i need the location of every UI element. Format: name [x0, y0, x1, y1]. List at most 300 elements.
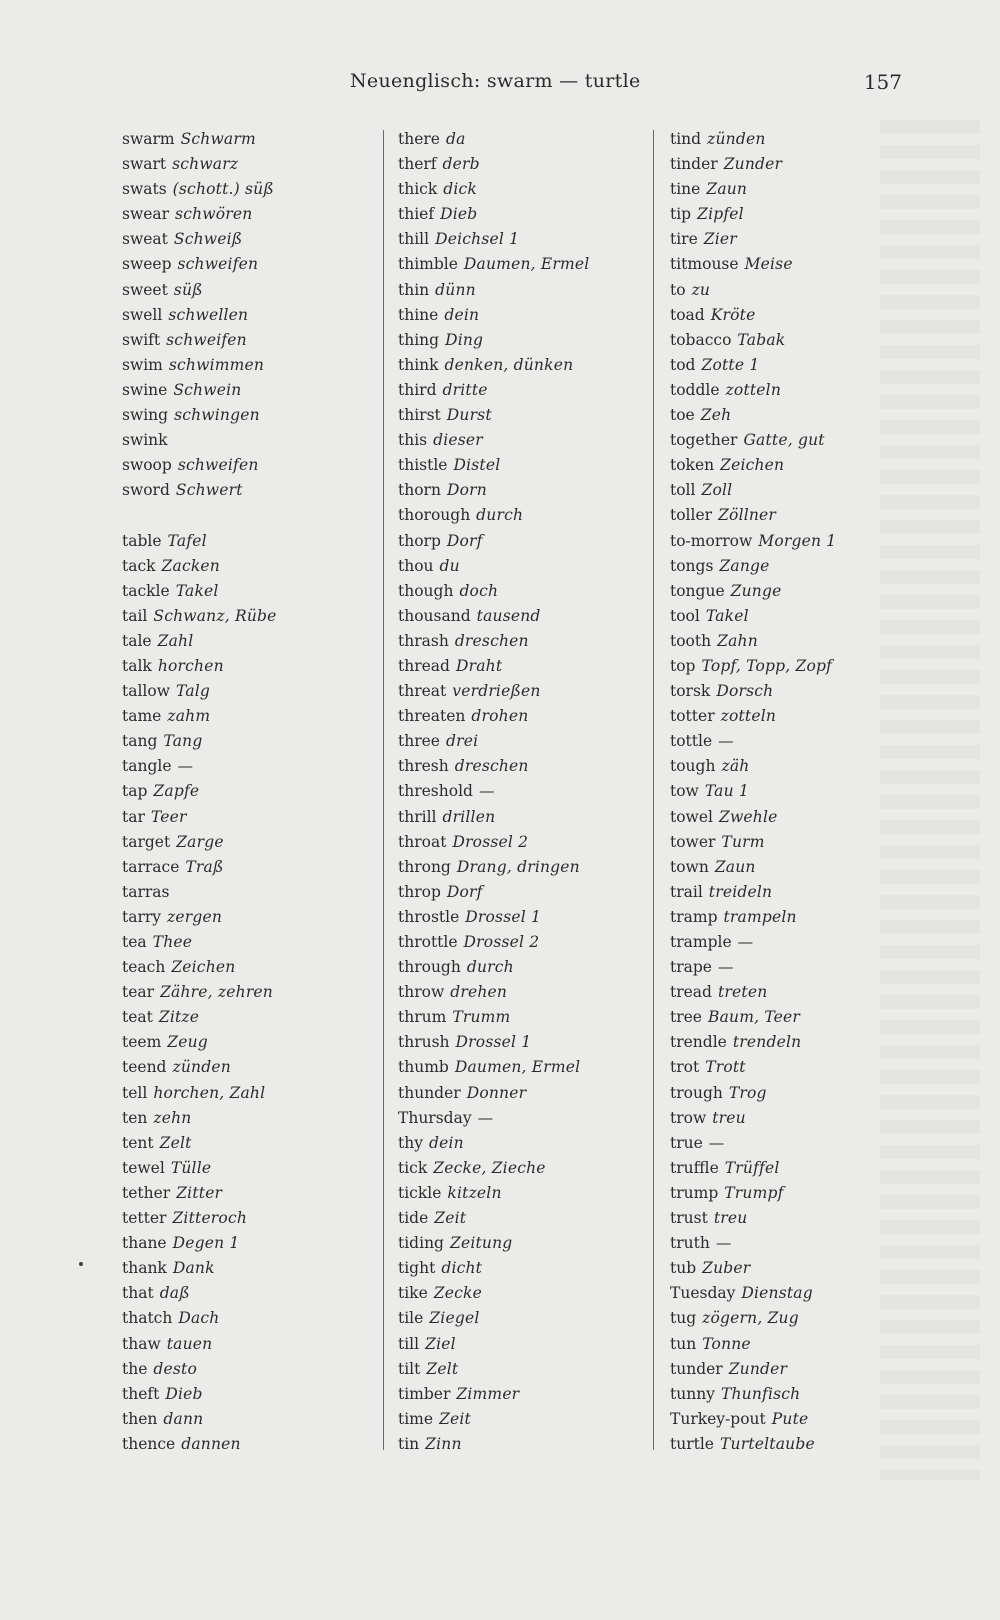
german-gloss: Zöllner — [718, 506, 777, 525]
headword: tilt — [398, 1359, 421, 1378]
headword: tell — [122, 1083, 148, 1102]
german-gloss: Draht — [455, 656, 503, 675]
dictionary-entry — [398, 227, 589, 252]
dictionary-entry — [398, 202, 589, 227]
german-gloss: — — [737, 933, 754, 951]
headword: thrush — [398, 1033, 450, 1052]
headword: tide — [398, 1209, 429, 1228]
dictionary-entry — [122, 579, 277, 604]
headword: thaw — [122, 1334, 161, 1353]
headword: toller — [670, 506, 713, 525]
dictionary-entry — [122, 278, 277, 303]
german-gloss: Trog — [728, 1083, 767, 1102]
dictionary-entry — [398, 554, 589, 579]
headword: teach — [122, 958, 166, 977]
headword: toddle — [670, 380, 720, 399]
dictionary-entry — [670, 1281, 836, 1306]
headword: throat — [398, 832, 447, 851]
headword: trample — [670, 933, 732, 951]
dictionary-entry — [122, 127, 277, 152]
german-gloss: Zarge — [176, 832, 224, 851]
headword: swing — [122, 406, 169, 425]
dictionary-entry — [122, 779, 277, 804]
dictionary-entry — [398, 779, 589, 804]
german-gloss: Drang, dringen — [456, 857, 580, 876]
german-gloss: Tafel — [167, 531, 207, 550]
german-gloss: Daumen, Ermel — [454, 1058, 581, 1077]
german-gloss: drohen — [471, 707, 529, 726]
german-gloss: da — [445, 130, 466, 148]
dictionary-entry — [398, 1181, 589, 1206]
headword: that — [122, 1284, 154, 1303]
headword: tough — [670, 757, 716, 776]
german-gloss: Turteltaube — [719, 1434, 815, 1453]
german-gloss: Zeichen — [720, 456, 785, 475]
german-gloss: schwimmen — [168, 355, 265, 374]
dictionary-entry — [670, 1382, 836, 1407]
headword: tiding — [398, 1234, 444, 1253]
german-gloss: tauen — [166, 1334, 213, 1353]
headword: theft — [122, 1384, 160, 1403]
german-gloss: Gatte, gut — [743, 431, 825, 450]
dictionary-entry — [122, 353, 277, 378]
headword: tap — [122, 782, 148, 801]
headword: threaten — [398, 707, 466, 726]
dictionary-entry — [398, 1106, 589, 1131]
headword: tewel — [122, 1158, 165, 1177]
headword: tin — [398, 1434, 420, 1453]
headword: tight — [398, 1259, 436, 1278]
headword: through — [398, 958, 461, 977]
headword: tow — [670, 782, 699, 801]
dictionary-entry — [670, 1181, 836, 1206]
dictionary-entry — [398, 855, 589, 880]
german-gloss: horchen, Zahl — [153, 1083, 266, 1102]
headword: torsk — [670, 682, 711, 701]
headword: tip — [670, 205, 692, 224]
german-gloss: Ding — [445, 330, 484, 349]
headword: tarras — [122, 882, 170, 901]
headword: tongs — [670, 556, 714, 575]
headword: thunder — [398, 1083, 461, 1102]
german-gloss: denken, dünken — [444, 355, 574, 374]
german-gloss: durch — [476, 506, 524, 525]
german-gloss: daß — [159, 1284, 190, 1303]
headword: teat — [122, 1008, 153, 1027]
german-gloss: Zacken — [161, 556, 220, 575]
german-gloss: Talg — [175, 682, 211, 701]
dictionary-entry — [398, 428, 589, 453]
german-gloss: Schwanz, Rübe — [153, 606, 277, 625]
headword: tent — [122, 1133, 154, 1152]
german-gloss: dein — [428, 1133, 464, 1152]
dictionary-entry — [670, 830, 836, 855]
dictionary-entry — [670, 779, 836, 804]
dictionary-entry — [122, 1256, 277, 1281]
ink-dot — [79, 1262, 83, 1266]
dictionary-entry — [670, 629, 836, 654]
headword: thill — [398, 230, 430, 249]
dictionary-entry — [670, 1156, 836, 1181]
headword: threat — [398, 682, 447, 701]
german-gloss: Zinn — [425, 1434, 462, 1453]
headword: throp — [398, 882, 441, 901]
dictionary-entry — [122, 1081, 277, 1106]
dictionary-entry — [670, 478, 836, 503]
dictionary-entry — [122, 1407, 277, 1432]
german-gloss: Thee — [152, 933, 193, 951]
german-gloss: Dieb — [165, 1384, 203, 1403]
headword: thresh — [398, 757, 449, 776]
headword: timber — [398, 1384, 451, 1403]
german-gloss: Zeitung — [449, 1234, 513, 1253]
headword: tarrace — [122, 857, 180, 876]
german-gloss: tausend — [476, 606, 541, 625]
german-gloss: dritte — [442, 380, 488, 399]
dictionary-entry — [670, 679, 836, 704]
dictionary-entry — [398, 1332, 589, 1357]
dictionary-entry — [398, 1131, 589, 1156]
headword: tramp — [670, 907, 718, 926]
german-gloss: Baum, Teer — [707, 1008, 801, 1027]
dictionary-entry — [122, 529, 277, 554]
german-gloss: schweifen — [177, 456, 259, 475]
headword: swart — [122, 155, 167, 174]
headword: three — [398, 732, 440, 751]
german-gloss: Distel — [453, 456, 501, 475]
german-gloss: — — [708, 1133, 725, 1152]
german-gloss: doch — [459, 581, 499, 600]
headword: tale — [122, 631, 152, 650]
headword: together — [670, 431, 738, 450]
headword: turtle — [670, 1434, 714, 1453]
headword: tub — [670, 1259, 697, 1278]
headword: teem — [122, 1033, 162, 1052]
german-gloss: Schwarm — [180, 130, 256, 148]
headword: tick — [398, 1158, 428, 1177]
dictionary-entry — [670, 177, 836, 202]
german-gloss: Schweiß — [173, 230, 243, 249]
dictionary-entry — [122, 1156, 277, 1181]
headword: tetter — [122, 1209, 167, 1228]
dictionary-entry — [122, 478, 277, 503]
dictionary-entry — [122, 830, 277, 855]
headword: thorn — [398, 481, 441, 500]
headword: trust — [670, 1209, 708, 1228]
german-gloss: Trüffel — [724, 1158, 780, 1177]
headword: thrill — [398, 807, 437, 826]
headword: swear — [122, 205, 170, 224]
dictionary-entry — [670, 930, 836, 955]
headword: tile — [398, 1309, 424, 1328]
dictionary-entry — [122, 654, 277, 679]
dictionary-entry — [122, 1432, 277, 1457]
german-gloss: Dorsch — [716, 682, 774, 701]
headword: tire — [670, 230, 698, 249]
dictionary-entry — [670, 1231, 836, 1256]
german-gloss: Schwert — [175, 481, 243, 500]
headword: totter — [670, 707, 715, 726]
dictionary-entry — [398, 955, 589, 980]
running-head: Neuenglisch: swarm — turtle — [350, 70, 641, 92]
dictionary-entry — [670, 353, 836, 378]
headword: target — [122, 832, 171, 851]
headword: tod — [670, 355, 696, 374]
german-gloss: Topf, Topp, Zopf — [701, 656, 833, 675]
german-gloss: Zuber — [702, 1259, 751, 1278]
dictionary-entry — [398, 754, 589, 779]
german-gloss: dünn — [435, 280, 476, 299]
german-gloss: Drossel 1 — [455, 1033, 532, 1052]
dictionary-entry — [398, 1081, 589, 1106]
dictionary-entry — [122, 1005, 277, 1030]
dictionary-entry — [122, 754, 277, 779]
german-gloss: — — [177, 757, 194, 776]
headword: tackle — [122, 581, 170, 600]
german-gloss: Zitze — [158, 1008, 200, 1027]
german-gloss: Pute — [771, 1409, 809, 1428]
headword: swift — [122, 330, 161, 349]
dictionary-entry — [398, 478, 589, 503]
dictionary-entry — [398, 805, 589, 830]
german-gloss: dieser — [433, 431, 483, 450]
headword: trendle — [670, 1033, 727, 1052]
german-gloss: schwellen — [168, 305, 249, 324]
dictionary-entry — [122, 227, 277, 252]
dictionary-entry — [122, 1306, 277, 1331]
german-gloss: Zecke, Zieche — [433, 1158, 546, 1177]
headword: third — [398, 380, 437, 399]
dictionary-entry — [122, 704, 277, 729]
dictionary-entry — [670, 328, 836, 353]
dictionary-entry — [670, 1206, 836, 1231]
headword: trough — [670, 1083, 723, 1102]
dictionary-entry — [122, 1206, 277, 1231]
entry-column-3 — [670, 127, 836, 1457]
dictionary-entry — [122, 1106, 277, 1131]
headword: tether — [122, 1183, 171, 1202]
headword: thin — [398, 280, 430, 299]
german-gloss: dreschen — [454, 757, 529, 776]
dictionary-entry — [122, 328, 277, 353]
headword: teend — [122, 1058, 167, 1077]
headword: thirst — [398, 406, 441, 425]
dictionary-entry — [398, 1407, 589, 1432]
german-gloss: Zaun — [706, 180, 748, 199]
german-gloss: Drossel 1 — [465, 907, 542, 926]
headword: tarry — [122, 907, 162, 926]
dictionary-entry — [670, 529, 836, 554]
headword: to — [670, 280, 686, 299]
dictionary-entry — [122, 955, 277, 980]
dictionary-entry — [398, 980, 589, 1005]
german-gloss: zünden — [707, 130, 766, 148]
headword: therf — [398, 155, 437, 174]
german-gloss: Trumm — [452, 1008, 511, 1027]
headword: thumb — [398, 1058, 449, 1077]
german-gloss: zu — [691, 280, 711, 299]
headword: thorough — [398, 506, 471, 525]
dictionary-entry — [398, 1357, 589, 1382]
german-gloss: — — [717, 958, 734, 977]
dictionary-entry — [122, 177, 277, 202]
german-gloss: schweifen — [166, 330, 247, 349]
headword: thine — [398, 305, 439, 324]
headword: thread — [398, 656, 450, 675]
headword: toll — [670, 481, 696, 500]
dictionary-entry — [670, 1005, 836, 1030]
headword: thence — [122, 1434, 176, 1453]
german-gloss: Zoll — [701, 481, 733, 500]
headword: thatch — [122, 1309, 173, 1328]
german-gloss: dick — [443, 180, 478, 199]
dictionary-entry — [670, 1131, 836, 1156]
dictionary-entry — [398, 604, 589, 629]
german-gloss: zehn — [153, 1108, 192, 1127]
german-gloss: Traß — [185, 857, 224, 876]
headword: truffle — [670, 1158, 719, 1177]
german-gloss: Meise — [744, 255, 793, 274]
headword: tame — [122, 707, 162, 726]
headword: throttle — [398, 933, 458, 951]
dictionary-entry — [670, 604, 836, 629]
german-gloss: schweifen — [177, 255, 259, 274]
headword: toe — [670, 406, 695, 425]
dictionary-entry — [398, 679, 589, 704]
dictionary-entry — [398, 905, 589, 930]
dictionary-entry — [122, 930, 277, 955]
dictionary-entry — [398, 1432, 589, 1457]
column-divider — [383, 130, 384, 1450]
headword: thy — [398, 1133, 423, 1152]
dictionary-entry — [670, 1030, 836, 1055]
german-gloss: Zeh — [700, 406, 732, 425]
german-gloss: drehen — [450, 983, 508, 1002]
dictionary-entry — [122, 252, 277, 277]
german-gloss: Dank — [172, 1259, 215, 1278]
dictionary-entry — [670, 654, 836, 679]
german-gloss: drillen — [442, 807, 496, 826]
headword: till — [398, 1334, 420, 1353]
german-gloss: Zier — [703, 230, 737, 249]
german-gloss: Teer — [150, 807, 187, 826]
dictionary-entry — [122, 303, 277, 328]
dictionary-entry — [670, 805, 836, 830]
headword: swine — [122, 380, 168, 399]
headword: tack — [122, 556, 156, 575]
german-gloss: Dorf — [446, 531, 483, 550]
headword: think — [398, 355, 439, 374]
headword: ten — [122, 1108, 148, 1127]
german-gloss: Zahn — [717, 631, 758, 650]
headword: there — [398, 130, 440, 148]
dictionary-entry — [670, 754, 836, 779]
dictionary-entry — [398, 704, 589, 729]
german-gloss: Tülle — [170, 1158, 212, 1177]
german-gloss: Zitteroch — [172, 1209, 248, 1228]
german-gloss: verdrießen — [452, 682, 541, 701]
german-gloss: Zipfel — [697, 205, 744, 224]
headword: time — [398, 1409, 434, 1428]
dictionary-entry — [670, 278, 836, 303]
dictionary-entry — [398, 1382, 589, 1407]
headword: sweep — [122, 255, 172, 274]
dictionary-entry — [398, 1206, 589, 1231]
german-gloss: Zelt — [426, 1359, 459, 1378]
headword: trow — [670, 1108, 707, 1127]
column-divider — [653, 130, 654, 1450]
dictionary-entry — [398, 403, 589, 428]
dictionary-entry — [670, 955, 836, 980]
headword: threshold — [398, 782, 473, 801]
dictionary-entry — [122, 729, 277, 754]
dictionary-entry — [670, 403, 836, 428]
headword: tine — [670, 180, 701, 199]
entry-column-1 — [122, 127, 277, 1457]
headword: thrum — [398, 1008, 447, 1027]
dictionary-entry — [670, 855, 836, 880]
dictionary-entry — [670, 152, 836, 177]
german-gloss: Tang — [163, 732, 203, 751]
dictionary-entry — [122, 152, 277, 177]
headword: sweat — [122, 230, 168, 249]
headword: tool — [670, 606, 700, 625]
headword: tread — [670, 983, 712, 1002]
headword: throw — [398, 983, 445, 1002]
german-gloss: Tonne — [702, 1334, 751, 1353]
dictionary-entry — [670, 227, 836, 252]
german-gloss: durch — [466, 958, 514, 977]
dictionary-entry — [122, 629, 277, 654]
german-gloss: zünden — [172, 1058, 231, 1077]
dictionary-entry — [122, 855, 277, 880]
german-gloss: dein — [444, 305, 480, 324]
german-gloss: desto — [153, 1359, 198, 1378]
german-gloss: Zeit — [434, 1209, 467, 1228]
german-gloss: zergen — [167, 907, 223, 926]
german-gloss: zahm — [167, 707, 211, 726]
headword: thistle — [398, 456, 448, 475]
german-gloss: Zeichen — [171, 958, 236, 977]
german-gloss: treu — [713, 1209, 748, 1228]
german-gloss: Dorn — [446, 481, 487, 500]
german-gloss: Zotte 1 — [701, 355, 760, 374]
dictionary-entry — [398, 353, 589, 378]
dictionary-entry — [122, 905, 277, 930]
german-gloss: dannen — [181, 1434, 241, 1453]
german-gloss: Zahl — [157, 631, 194, 650]
german-gloss: Ziegel — [429, 1309, 480, 1328]
headword: truth — [670, 1234, 710, 1253]
german-gloss: Thunfisch — [720, 1384, 801, 1403]
headword: trot — [670, 1058, 700, 1077]
headword: tea — [122, 933, 147, 951]
headword: tar — [122, 807, 145, 826]
dictionary-entry — [122, 980, 277, 1005]
dictionary-entry — [398, 303, 589, 328]
dictionary-entry — [398, 453, 589, 478]
german-gloss: Tabak — [737, 330, 786, 349]
headword: tangle — [122, 757, 172, 776]
german-gloss: Degen 1 — [172, 1234, 240, 1253]
german-gloss: — — [477, 1108, 494, 1127]
dictionary-entry — [670, 704, 836, 729]
german-gloss: Zunder — [723, 155, 783, 174]
headword: swim — [122, 355, 163, 374]
headword: towel — [670, 807, 713, 826]
dictionary-entry — [398, 654, 589, 679]
headword: table — [122, 531, 162, 550]
